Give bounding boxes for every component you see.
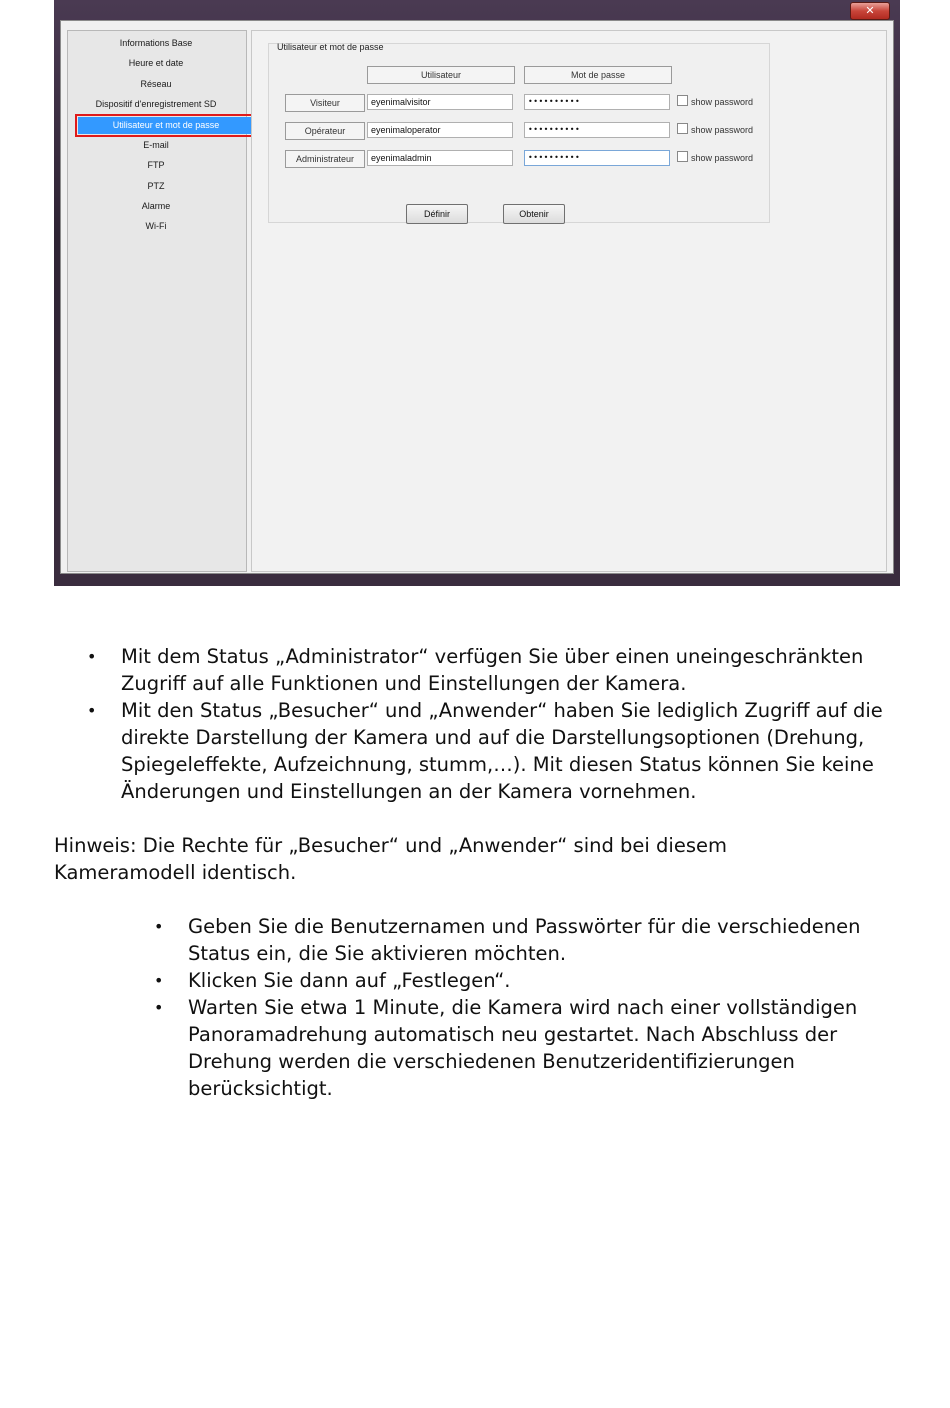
sidebar-item-ftp[interactable]: FTP: [147, 160, 165, 170]
get-button[interactable]: Obtenir: [503, 204, 565, 224]
sidebar-item-basic-info[interactable]: Informations Base: [119, 38, 193, 48]
list-item-text: Geben Sie die Benutzernamen und Passwörter für die verschiedenen Status ein, die Sie aktivieren möchten.: [188, 915, 861, 965]
bullet-icon: •: [87, 647, 97, 666]
bullet-icon: •: [154, 998, 164, 1017]
visitor-username-input[interactable]: [367, 94, 513, 110]
visitor-show-password[interactable]: [677, 95, 753, 109]
checkbox-icon[interactable]: [677, 95, 688, 106]
operator-password-input[interactable]: ••••••••••: [524, 122, 670, 138]
checkbox-icon[interactable]: [677, 151, 688, 162]
sidebar-item-wifi[interactable]: Wi-Fi: [145, 221, 167, 231]
list-item: [54, 913, 914, 967]
sidebar-item-sd-recording[interactable]: Dispositif d'enregistrement SD: [95, 99, 217, 109]
operator-show-password[interactable]: [677, 123, 753, 137]
list-item-text: Klicken Sie dann auf „Festlegen“.: [188, 969, 511, 992]
settings-content-pane: [251, 30, 887, 572]
sidebar-item-ptz[interactable]: PTZ: [147, 181, 165, 191]
set-button[interactable]: Définir: [406, 204, 468, 224]
close-button[interactable]: ✕: [850, 2, 890, 20]
show-password-label: show password: [691, 125, 754, 135]
settings-sidebar: [67, 30, 247, 572]
bullet-icon: •: [154, 917, 164, 936]
list-item: [54, 967, 914, 994]
group-title: Utilisateur et mot de passe: [277, 42, 384, 52]
admin-password-input[interactable]: ••••••••••: [524, 150, 670, 166]
column-header-user: Utilisateur: [367, 66, 515, 84]
bullet-icon: •: [87, 701, 97, 720]
sidebar-item-network[interactable]: Réseau: [140, 79, 172, 89]
checkbox-icon[interactable]: [677, 123, 688, 134]
admin-show-password[interactable]: [677, 151, 753, 165]
operator-username-input[interactable]: [367, 122, 513, 138]
sidebar-item-alarm[interactable]: Alarme: [141, 201, 171, 211]
sidebar-item-user-password[interactable]: Utilisateur et mot de passe: [78, 117, 254, 134]
list-item: [54, 697, 914, 805]
user-password-group: [268, 43, 770, 223]
role-label-admin: Administrateur: [285, 150, 365, 168]
visitor-password-input[interactable]: ••••••••••: [524, 94, 670, 110]
show-password-label: show password: [691, 97, 754, 107]
list-item: [54, 994, 914, 1102]
hint-paragraph: Hinweis: Die Rechte für „Besucher“ und „Anwender“ sind bei diesem Kameramodell identisch.: [54, 834, 727, 884]
bullet-icon: •: [154, 971, 164, 990]
steps-bullet-list: [54, 913, 914, 1102]
window-client-area: [60, 20, 894, 574]
sidebar-item-time-date[interactable]: Heure et date: [128, 58, 184, 68]
list-item-text: Mit dem Status „Administrator“ verfügen Sie über einen uneingeschränkten Zugriff auf alle Funktionen und Einstellungen der Kamera.: [121, 645, 864, 695]
admin-username-input[interactable]: [367, 150, 513, 166]
app-window: [54, 0, 900, 586]
column-header-password: Mot de passe: [524, 66, 672, 84]
list-item: [54, 643, 914, 697]
list-item-text: Mit den Status „Besucher“ und „Anwender“ haben Sie lediglich Zugriff auf die direkte Darstellung der Kamera und auf die Darstellungsoptionen (Drehung, Spiegeleffekte, Aufzeichnung, stumm,…). Mit diesen Status können Sie keine Änderungen und Einstellungen an der Kamera vornehmen.: [121, 699, 883, 803]
role-label-operator: Opérateur: [285, 122, 365, 140]
list-item-text: Warten Sie etwa 1 Minute, die Kamera wird nach einer vollständigen Panoramadrehung automatisch neu gestartet. Nach Abschluss der Drehung werden die verschiedenen Benutzeridentifizierungen berücksichtigt.: [188, 996, 858, 1100]
sidebar-item-email[interactable]: E-mail: [143, 140, 169, 150]
role-label-visitor: Visiteur: [285, 94, 365, 112]
show-password-label: show password: [691, 153, 754, 163]
rights-bullet-list: [54, 643, 914, 805]
